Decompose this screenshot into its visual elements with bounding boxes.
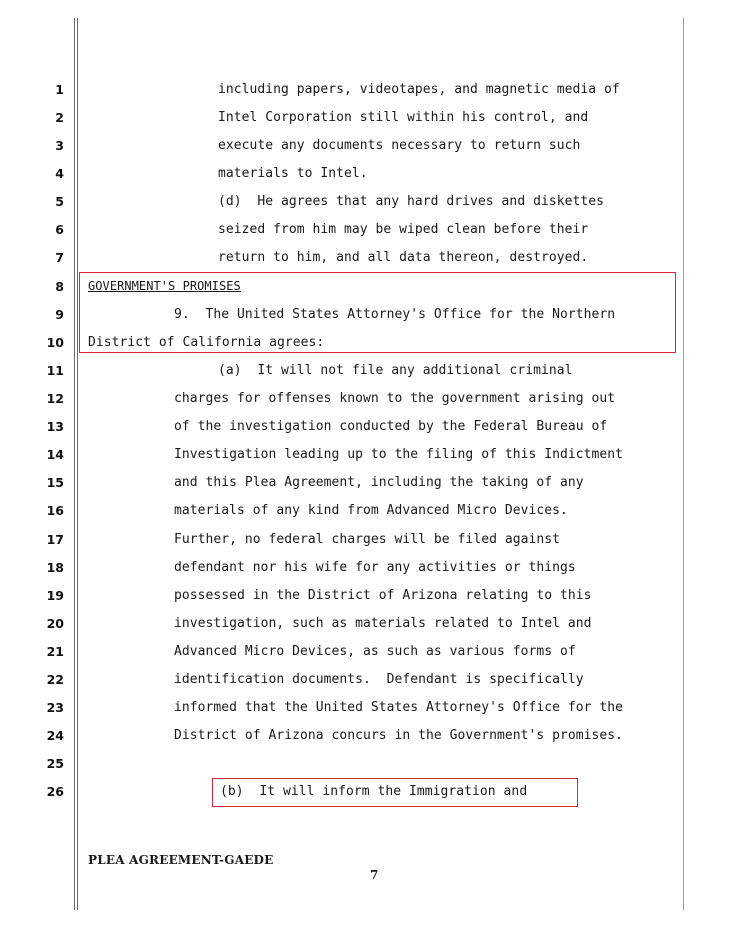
line-number: 2: [55, 110, 64, 125]
text-line: District of Arizona concurs in the Government's promises.: [174, 728, 623, 743]
text-line: and this Plea Agreement, including the taking of any: [174, 475, 584, 490]
line-number: 10: [46, 335, 64, 350]
text-line: Intel Corporation still within his control, and: [218, 110, 589, 125]
text-line: investigation, such as materials related to Intel and: [174, 616, 592, 631]
text-line: (d) He agrees that any hard drives and diskettes: [218, 194, 604, 209]
footer-document-title: PLEA AGREEMENT-GAEDE: [88, 853, 274, 867]
line-number: 8: [55, 279, 64, 294]
line-number: 4: [55, 166, 64, 181]
line-number: 18: [46, 560, 64, 575]
line-number: 7: [55, 250, 64, 265]
text-line: return to him, and all data thereon, destroyed.: [218, 250, 589, 265]
text-line: defendant nor his wife for any activities or things: [174, 560, 576, 575]
line-number: 14: [46, 447, 64, 462]
line-number: 26: [46, 784, 64, 799]
text-line: seized from him may be wiped clean before their: [218, 222, 589, 237]
left-margin-rule: [74, 18, 75, 910]
text-line: Investigation leading up to the filing of this Indictment: [174, 447, 623, 462]
text-line: materials of any kind from Advanced Micro Devices.: [174, 503, 568, 518]
line-number: 12: [46, 391, 64, 406]
line-number: 20: [46, 616, 64, 631]
text-line: Further, no federal charges will be filed against: [174, 532, 560, 547]
text-line: materials to Intel.: [218, 166, 368, 181]
line-number: 16: [46, 503, 64, 518]
page-number: 7: [370, 868, 379, 882]
line-number: 5: [55, 194, 64, 209]
line-number: 22: [46, 672, 64, 687]
line-number: 6: [55, 222, 64, 237]
section-heading-government-promises: GOVERNMENT'S PROMISES: [88, 279, 241, 293]
text-line: Advanced Micro Devices, as such as various forms of: [174, 644, 576, 659]
text-line: 9. The United States Attorney's Office for the Northern: [174, 307, 616, 322]
line-number: 13: [46, 419, 64, 434]
text-line: possessed in the District of Arizona relating to this: [174, 588, 592, 603]
left-margin-rule-inner: [77, 18, 78, 910]
line-number: 23: [46, 700, 64, 715]
line-number: 17: [46, 532, 64, 547]
text-line: identification documents. Defendant is specifically: [174, 672, 584, 687]
text-line: execute any documents necessary to return such: [218, 138, 581, 153]
line-number: 1: [55, 82, 64, 97]
text-line: (b) It will inform the Immigration and: [220, 784, 528, 799]
text-line: including papers, videotapes, and magnetic media of: [218, 82, 620, 97]
line-number: 3: [55, 138, 64, 153]
text-line: (a) It will not file any additional criminal: [218, 363, 573, 378]
line-number: 24: [46, 728, 64, 743]
right-margin-rule: [683, 18, 684, 910]
line-number: 25: [46, 756, 64, 771]
line-number: 15: [46, 475, 64, 490]
line-number: 9: [55, 307, 64, 322]
line-number: 21: [46, 644, 64, 659]
text-line: informed that the United States Attorney's Office for the: [174, 700, 623, 715]
text-line: of the investigation conducted by the Federal Bureau of: [174, 419, 608, 434]
line-number: 19: [46, 588, 64, 603]
line-number: 11: [46, 363, 64, 378]
text-line: District of California agrees:: [88, 335, 325, 350]
text-line: charges for offenses known to the government arising out: [174, 391, 616, 406]
